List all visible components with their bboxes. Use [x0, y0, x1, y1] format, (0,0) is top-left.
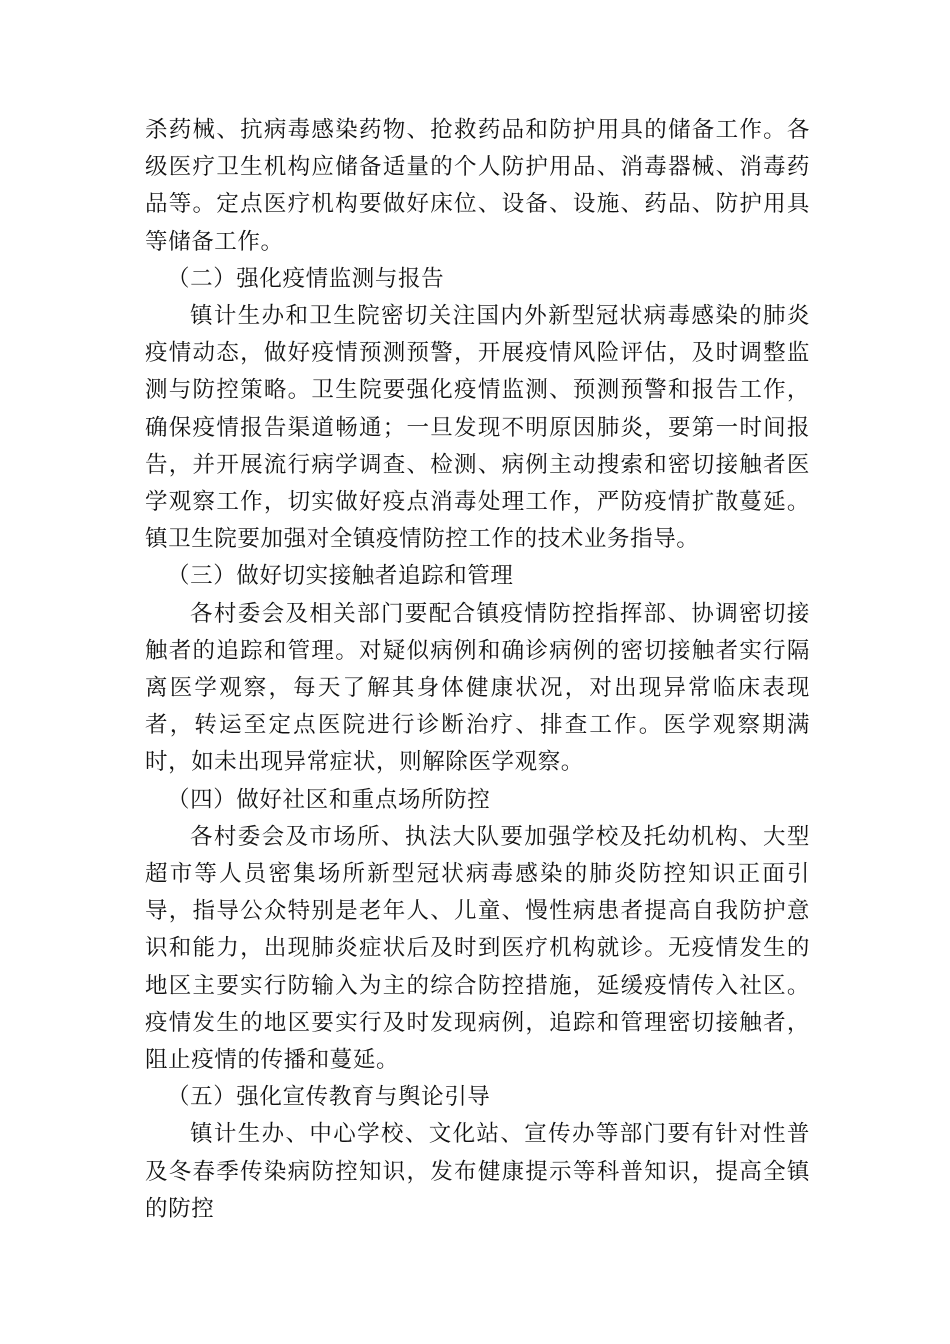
section-heading-3: （三）做好切实接触者追踪和管理 [167, 563, 514, 590]
document-body [145, 112, 810, 1228]
paragraph-stockpile: 杀药械、抗病毒感染药物、抢救药品和防护用具的储备工作。各级医疗卫生机构应储备适量的个人防护用品、消毒器械、消毒药品等。定点医疗机构要做好床位、设备、设施、药品、防护用具等储备工作。 [145, 117, 810, 255]
paragraph-community-control: 各村委会及市场所、执法大队要加强学校及托幼机构、大型超市等人员密集场所新型冠状病毒感染的肺炎防控知识正面引导，指导公众特别是老年人、儿童、慢性病患者提高自我防护意识和能力，出现肺炎症状后及时到医疗机构就诊。无疫情发生的地区主要实行防输入为主的综合防控措施，延缓疫情传入社区。疫情发生的地区要实行及时发现病例，追踪和管理密切接触者，阻止疫情的传播和蔓延。 [145, 823, 810, 1074]
section-heading-5: （五）强化宣传教育与舆论引导 [167, 1084, 491, 1111]
section-heading-2: （二）强化疫情监测与报告 [167, 265, 445, 292]
paragraph-publicity: 镇计生办、中心学校、文化站、宣传办等部门要有针对性普及冬春季传染病防控知识，发布健康提示等科普知识，提高全镇的防控 [145, 1121, 810, 1222]
paragraph-monitoring: 镇计生办和卫生院密切关注国内外新型冠状病毒感染的肺炎疫情动态，做好疫情预测预警，开展疫情风险评估，及时调整监测与防控策略。卫生院要强化疫情监测、预测预警和报告工作，确保疫情报告渠道畅通；一旦发现不明原因肺炎，要第一时间报告，并开展流行病学调查、检测、病例主动搜索和密切接触者医学观察工作，切实做好疫点消毒处理工作，严防疫情扩散蔓延。镇卫生院要加强对全镇疫情防控工作的技术业务指导。 [145, 303, 810, 553]
section-heading-4: （四）做好社区和重点场所防控 [167, 786, 491, 813]
paragraph-contact-tracing: 各村委会及相关部门要配合镇疫情防控指挥部、协调密切接触者的追踪和管理。对疑似病例和确诊病例的密切接触者实行隔离医学观察，每天了解其身体健康状况，对出现异常临床表现者，转运至定点医院进行诊断治疗、排查工作。医学观察期满时，如未出现异常症状，则解除医学观察。 [145, 600, 810, 776]
